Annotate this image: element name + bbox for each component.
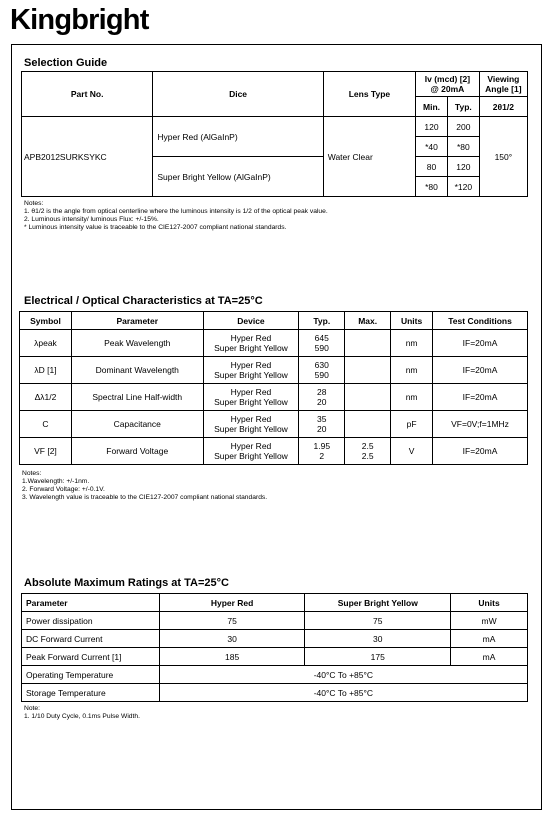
device-line: Hyper Red (230, 387, 272, 397)
absolute-ratings-title: Absolute Maximum Ratings at TA=25°C (24, 577, 229, 589)
super-bright-yellow-cell: 30 (305, 630, 451, 648)
selection-guide-table (21, 71, 528, 197)
parameter-cell: Forward Voltage (71, 438, 203, 465)
units-cell: pF (391, 411, 433, 438)
condition-cell: IF=20mA (433, 384, 528, 411)
header-part-no: Part No. (22, 72, 153, 117)
header-units: Units (451, 594, 528, 612)
electrical-notes (22, 470, 267, 502)
header-max: Max. (345, 312, 391, 330)
typ-line: 2 (319, 451, 325, 461)
iv-typ-2: *80 (447, 137, 479, 157)
typ-cell (299, 438, 345, 465)
typ-cell (299, 357, 345, 384)
header-view-line1: Viewing (487, 74, 520, 84)
note-line: 3. Wavelength value is traceable to the CIE127-2007 compliant national standards. (22, 494, 268, 501)
table-row (20, 330, 528, 357)
symbol-cell: λD [1] (20, 357, 72, 384)
typ-line: 590 (314, 370, 329, 380)
iv-min-3: 80 (416, 157, 448, 177)
iv-typ-4: *120 (447, 177, 479, 197)
electrical-title: Electrical / Optical Characteristics at TA=25°C (24, 295, 263, 307)
header-view-line2: Angle [1] (485, 84, 522, 94)
parameter-cell: Capacitance (71, 411, 203, 438)
header-iv (416, 72, 480, 97)
super-bright-yellow-cell: 75 (305, 612, 451, 630)
symbol-cell: λpeak (20, 330, 72, 357)
typ-line: 630 (314, 360, 329, 370)
table-row (20, 411, 528, 438)
typ-line: 20 (317, 397, 327, 407)
parameter-cell: Dominant Wavelength (71, 357, 203, 384)
table-row (20, 384, 528, 411)
symbol-cell: C (20, 411, 72, 438)
viewing-angle: 150° (479, 117, 527, 197)
parameter-cell: Power dissipation (22, 612, 160, 630)
units-cell: mA (451, 648, 528, 666)
typ-line: 590 (314, 343, 329, 353)
max-line: 2.5 (361, 451, 374, 461)
iv-typ-3: 120 (447, 157, 479, 177)
device-line: Super Bright Yellow (214, 397, 288, 407)
table-row (20, 438, 528, 465)
typ-cell (299, 384, 345, 411)
note-line: * Luminous intensity value is traceable to the CIE127-2007 compliant national standards. (24, 224, 287, 231)
parameter-cell: Operating Temperature (22, 666, 160, 684)
note-line: 1. 1/10 Duty Cycle, 0.1ms Pulse Width. (24, 713, 140, 720)
units-cell: nm (391, 384, 433, 411)
part-number: APB2012SURKSYKC (22, 117, 153, 197)
absolute-notes (24, 705, 140, 721)
max-cell (345, 384, 391, 411)
table-row (22, 648, 528, 666)
header-device: Device (203, 312, 299, 330)
header-min: Min. (416, 97, 448, 117)
device-cell (203, 330, 299, 357)
typ-cell (299, 330, 345, 357)
parameter-cell: Spectral Line Half-width (71, 384, 203, 411)
header-iv-line1: Iv (mcd) [2] (424, 74, 471, 84)
units-cell: mW (451, 612, 528, 630)
note-line: 2. Luminous intensity/ luminous Flux: +/-15%. (24, 216, 159, 223)
table-row (22, 630, 528, 648)
table-row (22, 684, 528, 702)
table-row (22, 666, 528, 684)
header-test-conditions: Test Conditions (433, 312, 528, 330)
dice-hyper-red: Hyper Red (AlGaInP) (153, 117, 323, 157)
max-cell (345, 357, 391, 384)
header-dice: Dice (153, 72, 323, 117)
note-line: Note: (24, 705, 40, 712)
units-cell: nm (391, 357, 433, 384)
parameter-cell: Peak Forward Current [1] (22, 648, 160, 666)
header-iv-line2: @ 20mA (430, 84, 465, 94)
symbol-cell: Δλ1/2 (20, 384, 72, 411)
device-line: Hyper Red (230, 441, 272, 451)
max-cell (345, 411, 391, 438)
selection-notes (24, 200, 328, 232)
max-cell (345, 438, 391, 465)
condition-cell: VF=0V;f=1MHz (433, 411, 528, 438)
units-cell: mA (451, 630, 528, 648)
storage-temperature-value: -40°C To +85°C (159, 684, 527, 702)
typ-line: 1.95 (313, 441, 331, 451)
iv-typ-1: 200 (447, 117, 479, 137)
device-line: Hyper Red (230, 360, 272, 370)
max-line: 2.5 (361, 441, 374, 451)
brand-logo: Kingbright (10, 4, 149, 36)
note-line: Notes: (22, 470, 42, 477)
device-line: Super Bright Yellow (214, 424, 288, 434)
device-line: Hyper Red (230, 414, 272, 424)
header-parameter: Parameter (22, 594, 160, 612)
parameter-cell: Storage Temperature (22, 684, 160, 702)
device-line: Super Bright Yellow (214, 451, 288, 461)
note-line: Notes: (24, 200, 44, 207)
typ-line: 35 (317, 414, 327, 424)
symbol-cell: VF [2] (20, 438, 72, 465)
typ-line: 28 (317, 387, 327, 397)
hyper-red-cell: 30 (159, 630, 305, 648)
typ-line: 20 (317, 424, 327, 434)
header-symbol: Symbol (20, 312, 72, 330)
device-line: Super Bright Yellow (214, 343, 288, 353)
header-lens-type: Lens Type (323, 72, 415, 117)
note-line: 1.Wavelength: +/-1nm. (22, 478, 90, 485)
condition-cell: IF=20mA (433, 330, 528, 357)
parameter-cell: Peak Wavelength (71, 330, 203, 357)
device-cell (203, 438, 299, 465)
max-cell (345, 330, 391, 357)
lens-type: Water Clear (323, 117, 415, 197)
header-typ: Typ. (447, 97, 479, 117)
parameter-cell: DC Forward Current (22, 630, 160, 648)
operating-temperature-value: -40°C To +85°C (159, 666, 527, 684)
units-cell: V (391, 438, 433, 465)
iv-min-2: *40 (416, 137, 448, 157)
device-cell (203, 411, 299, 438)
header-theta: 2θ1/2 (479, 97, 527, 117)
hyper-red-cell: 185 (159, 648, 305, 666)
condition-cell: IF=20mA (433, 438, 528, 465)
header-viewing-angle (479, 72, 527, 97)
condition-cell: IF=20mA (433, 357, 528, 384)
absolute-ratings-table (21, 593, 528, 702)
device-line: Hyper Red (230, 333, 272, 343)
iv-min-4: *80 (416, 177, 448, 197)
device-cell (203, 357, 299, 384)
typ-cell (299, 411, 345, 438)
super-bright-yellow-cell: 175 (305, 648, 451, 666)
header-parameter: Parameter (71, 312, 203, 330)
electrical-table (19, 311, 528, 465)
selection-guide-title: Selection Guide (24, 57, 108, 69)
device-cell (203, 384, 299, 411)
iv-min-1: 120 (416, 117, 448, 137)
device-line: Super Bright Yellow (214, 370, 288, 380)
dice-super-bright-yellow: Super Bright Yellow (AlGaInP) (153, 157, 323, 197)
units-cell: nm (391, 330, 433, 357)
table-row (20, 357, 528, 384)
header-super-bright-yellow: Super Bright Yellow (305, 594, 451, 612)
typ-line: 645 (314, 333, 329, 343)
note-line: 1. θ1/2 is the angle from optical centerline where the luminous intensity is 1/2 of the optical peak value. (24, 208, 328, 215)
header-typ: Typ. (299, 312, 345, 330)
header-hyper-red: Hyper Red (159, 594, 305, 612)
hyper-red-cell: 75 (159, 612, 305, 630)
table-row (22, 612, 528, 630)
header-units: Units (391, 312, 433, 330)
note-line: 2. Forward Voltage: +/-0.1V. (22, 486, 105, 493)
